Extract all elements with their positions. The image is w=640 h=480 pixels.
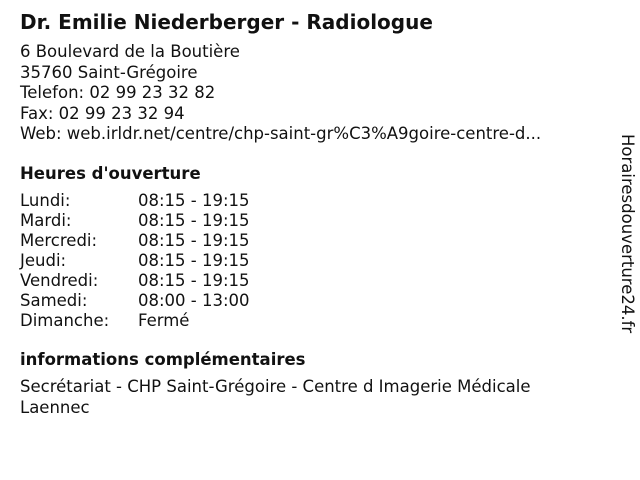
- day-label: Mardi:: [20, 210, 72, 230]
- day-label: Jeudi:: [20, 250, 67, 270]
- business-card: [20, 8, 600, 418]
- page-title: Dr. Emilie Niederberger - Radiologue: [20, 10, 433, 34]
- day-label: Samedi:: [20, 290, 88, 310]
- hours-row-friday: [20, 271, 600, 291]
- hours-row-tuesday: [20, 211, 600, 231]
- hours-row-wednesday: [20, 231, 600, 251]
- hours-row-monday: [20, 191, 600, 211]
- time-range: 08:15 - 19:15: [138, 210, 250, 230]
- time-range: Fermé: [138, 311, 190, 331]
- time-range: 08:00 - 13:00: [138, 290, 250, 310]
- brand-watermark: Horairesdouverture24.fr: [618, 134, 637, 334]
- website-link[interactable]: Web: web.irldr.net/centre/chp-saint-gr%C3%A9goire-centre-d...: [20, 124, 542, 143]
- info-heading: informations complémentaires: [20, 350, 306, 370]
- hours-row-saturday: [20, 291, 600, 311]
- hours-table: [20, 191, 600, 332]
- city-address: 35760 Saint-Grégoire: [20, 62, 198, 82]
- time-range: 08:15 - 19:15: [138, 250, 250, 270]
- day-label: Mercredi:: [20, 230, 98, 250]
- phone-number: Telefon: 02 99 23 32 82: [20, 83, 216, 102]
- street-address: 6 Boulevard de la Boutière: [20, 42, 240, 61]
- hours-heading: Heures d'ouverture: [20, 163, 201, 183]
- day-label: Vendredi:: [20, 270, 99, 290]
- hours-row-sunday: [20, 311, 600, 331]
- time-range: 08:15 - 19:15: [138, 230, 250, 250]
- fax-number: Fax: 02 99 23 32 94: [20, 103, 185, 123]
- time-range: 08:15 - 19:15: [138, 190, 250, 210]
- time-range: 08:15 - 19:15: [138, 270, 250, 290]
- hours-row-thursday: [20, 251, 600, 271]
- day-label: Lundi:: [20, 190, 71, 210]
- day-label: Dimanche:: [20, 311, 110, 331]
- info-text: Secrétariat - CHP Saint-Grégoire - Centre d Imagerie Médicale Laennec: [20, 377, 531, 417]
